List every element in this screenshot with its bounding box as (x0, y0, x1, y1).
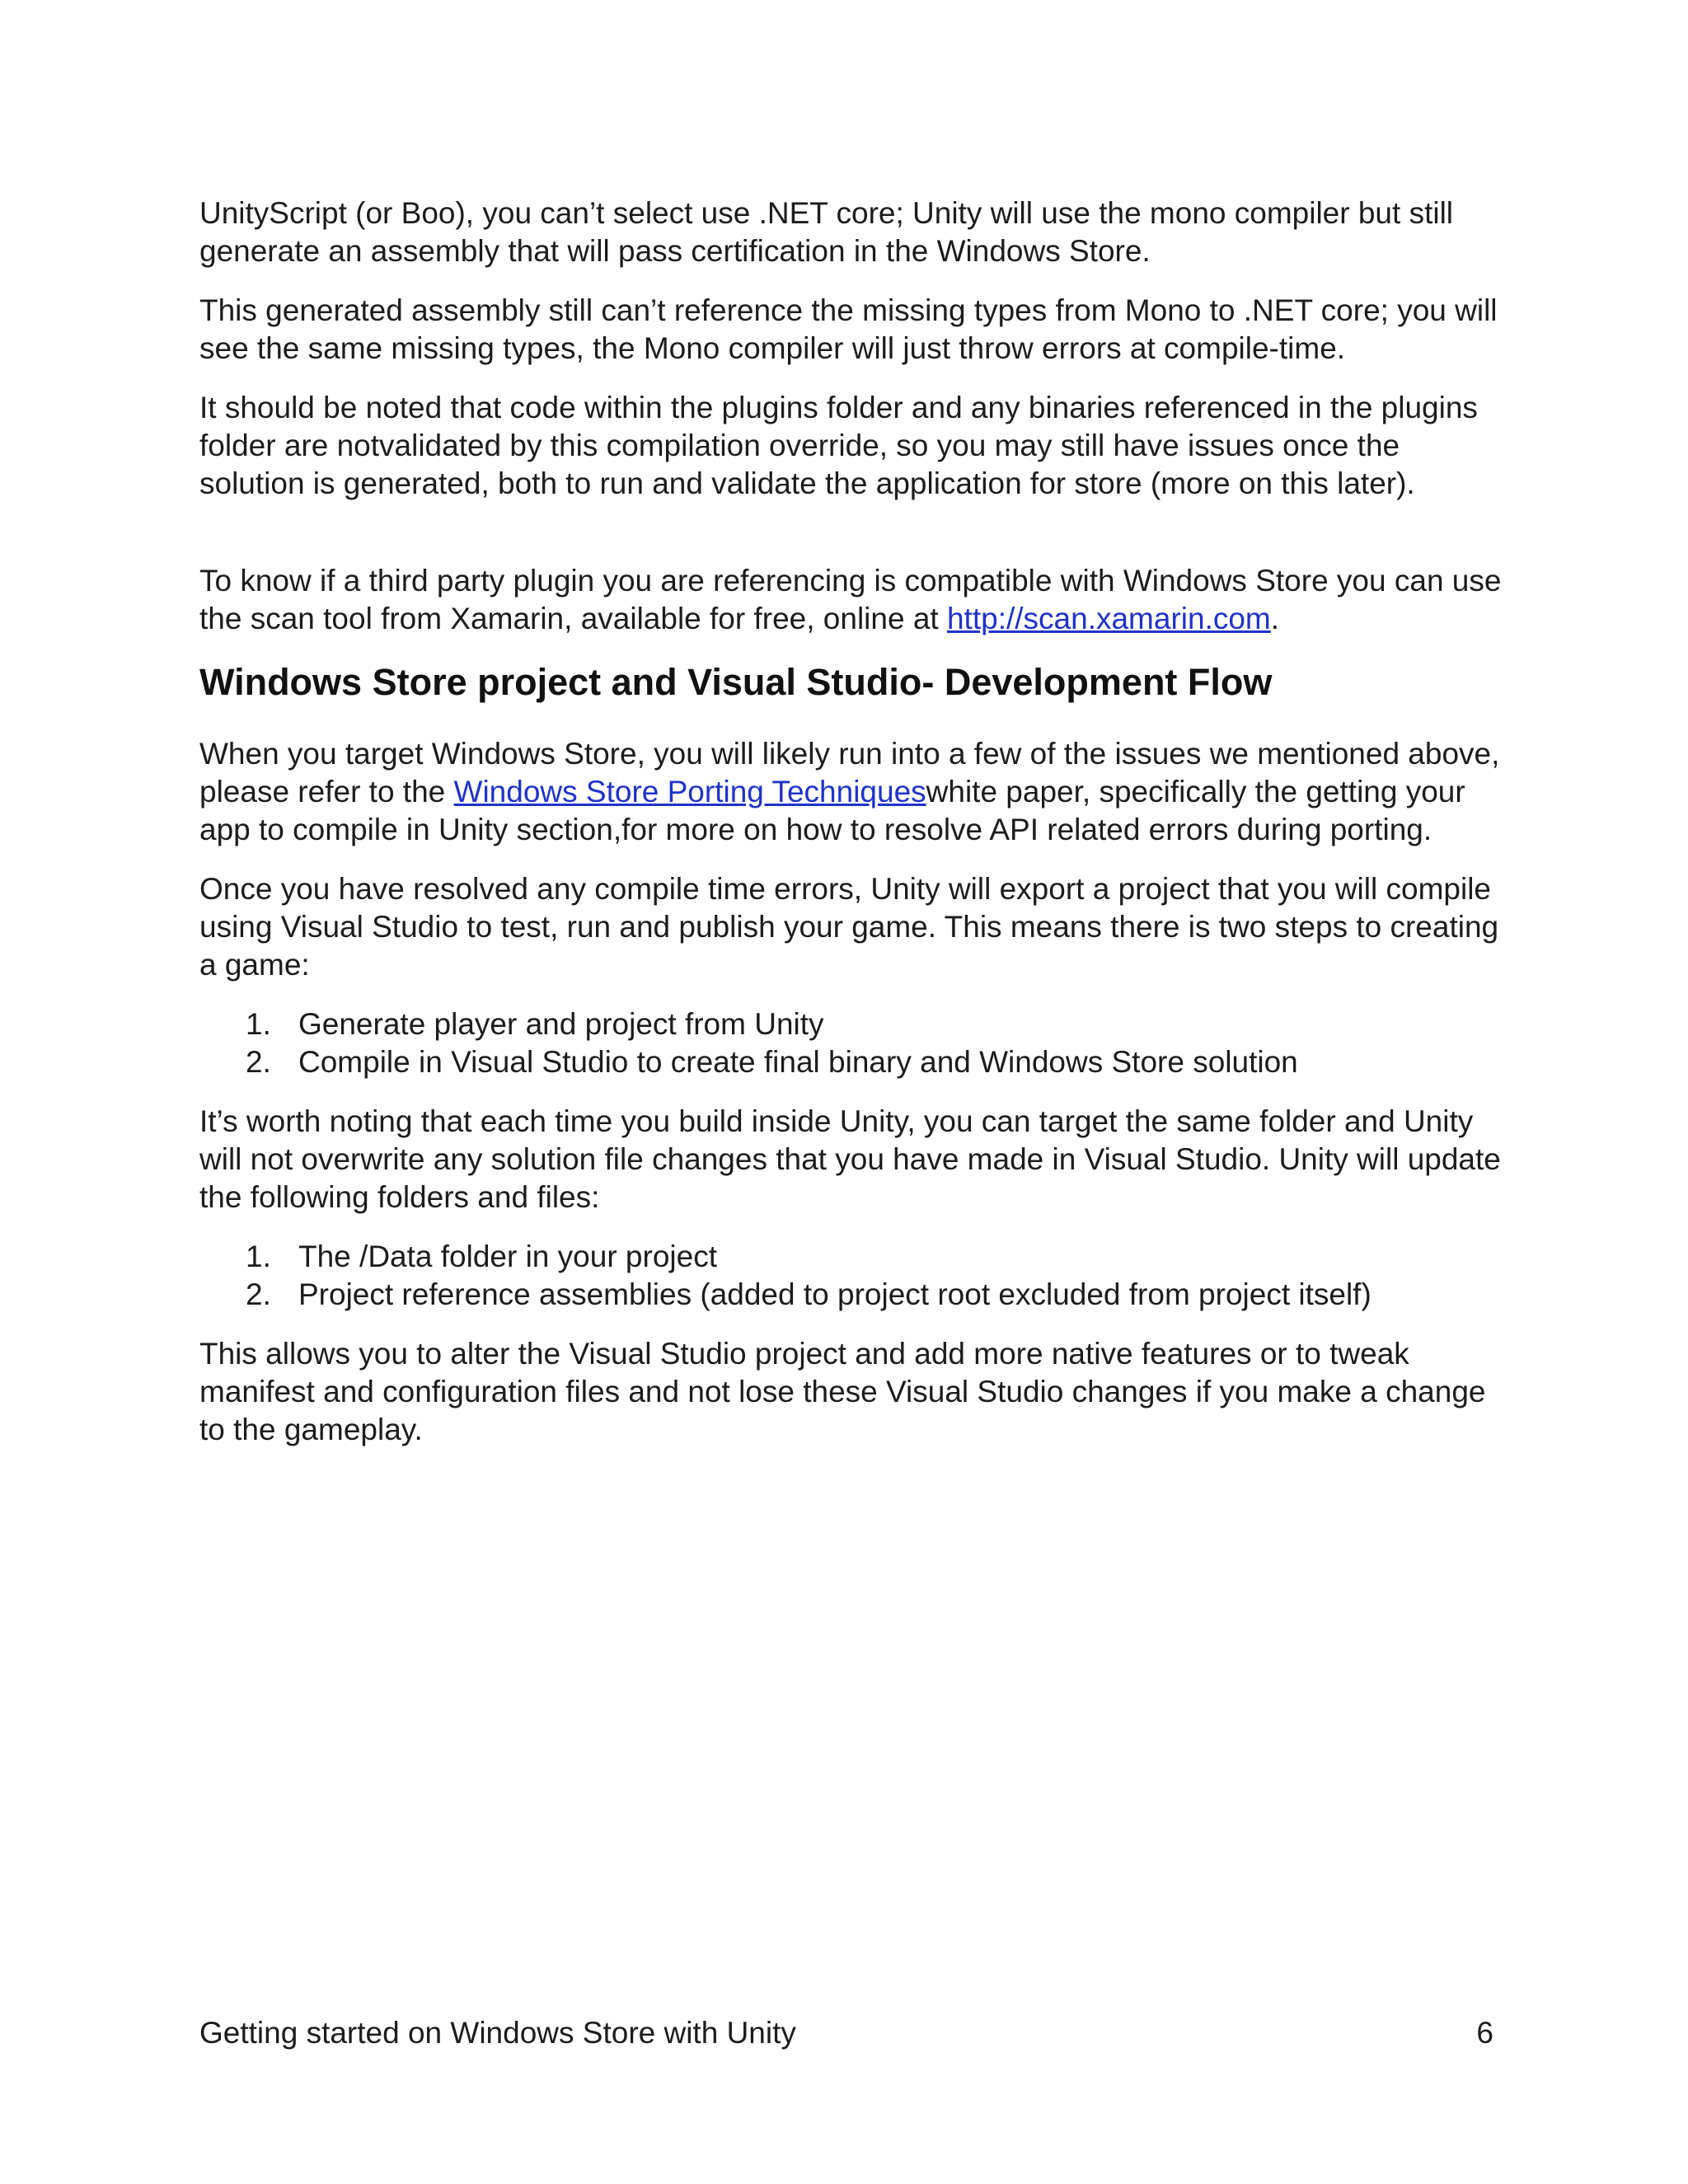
list-number: 1. (246, 1007, 271, 1041)
list-text: The /Data folder in your project (298, 1240, 717, 1273)
spacer (199, 524, 1502, 562)
scan-tool-period: . (1270, 602, 1280, 635)
list-number: 1. (246, 1240, 271, 1273)
footer-title: Getting started on Windows Store with Unity (199, 2016, 796, 2050)
list-item (199, 1238, 1502, 1276)
list-number: 2. (246, 1045, 271, 1079)
target-store-text-rest: white paper, specifically the getting your app to compile in Unity section,for more on how to resolve API related errors during porting. (199, 775, 1465, 846)
list-item (199, 1276, 1502, 1314)
paragraph-target-store (199, 735, 1502, 849)
list-text: Project reference assemblies (added to project root excluded from project itself) (298, 1277, 1372, 1311)
paragraph-generated-assembly: This generated assembly still can’t reference the missing types from Mono to .NET core; you will see the same missing types, the Mono compiler will just throw errors at compile-time. (199, 293, 1498, 365)
paragraph-plugins-note: It should be noted that code within the plugins folder and any binaries referenced in the plugins folder are notvalidated by this compilation override, so you may still have issues once the solution is generated, both to run and validate the application for store (more on this later). (199, 391, 1478, 500)
paragraph-export-project: Once you have resolved any compile time errors, Unity will export a project that you will compile using Visual Studio to test, run and publish your game. This means there is two steps to creating a game: (199, 872, 1499, 982)
page-body (199, 194, 1502, 1470)
list-number: 2. (246, 1277, 271, 1311)
list-text: Generate player and project from Unity (298, 1007, 824, 1041)
list-item (199, 1005, 1502, 1043)
list-text: Compile in Visual Studio to create final binary and Windows Store solution (298, 1045, 1298, 1079)
list-item (199, 1043, 1502, 1081)
steps-list (199, 1005, 1502, 1081)
target-store-text: When you target Windows Store, you will likely run into a few of the issues we mentioned above, please refer to the (199, 737, 1500, 808)
paragraph-unityscript: UnityScript (or Boo), you can’t select use .NET core; Unity will use the mono compiler but still generate an assembly that will pass certification in the Windows Store. (199, 196, 1454, 268)
xamarin-scan-link[interactable]: http://scan.xamarin.com (946, 602, 1271, 635)
paragraph-alter-project: This allows you to alter the Visual Studio project and add more native features or to tweak manifest and configuration files and not lose these Visual Studio changes if you make a change to the gameplay. (199, 1337, 1486, 1446)
paragraph-build-note: It’s worth noting that each time you build inside Unity, you can target the same folder and Unity will not overwrite any solution file changes that you have made in Visual Studio. Unity will update the following folders and files: (199, 1104, 1501, 1214)
section-heading: Windows Store project and Visual Studio- Development Flow (199, 661, 1273, 703)
page-number: 6 (1476, 2016, 1493, 2050)
updated-files-list (199, 1238, 1502, 1314)
paragraph-scan-tool (199, 562, 1502, 638)
scan-tool-text: To know if a third party plugin you are referencing is compatible with Windows Store you can use the scan tool from Xamarin, available for free, online at (199, 564, 1502, 635)
page-footer (199, 2014, 1502, 2055)
porting-techniques-link[interactable]: Windows Store Porting Techniques (453, 775, 926, 808)
